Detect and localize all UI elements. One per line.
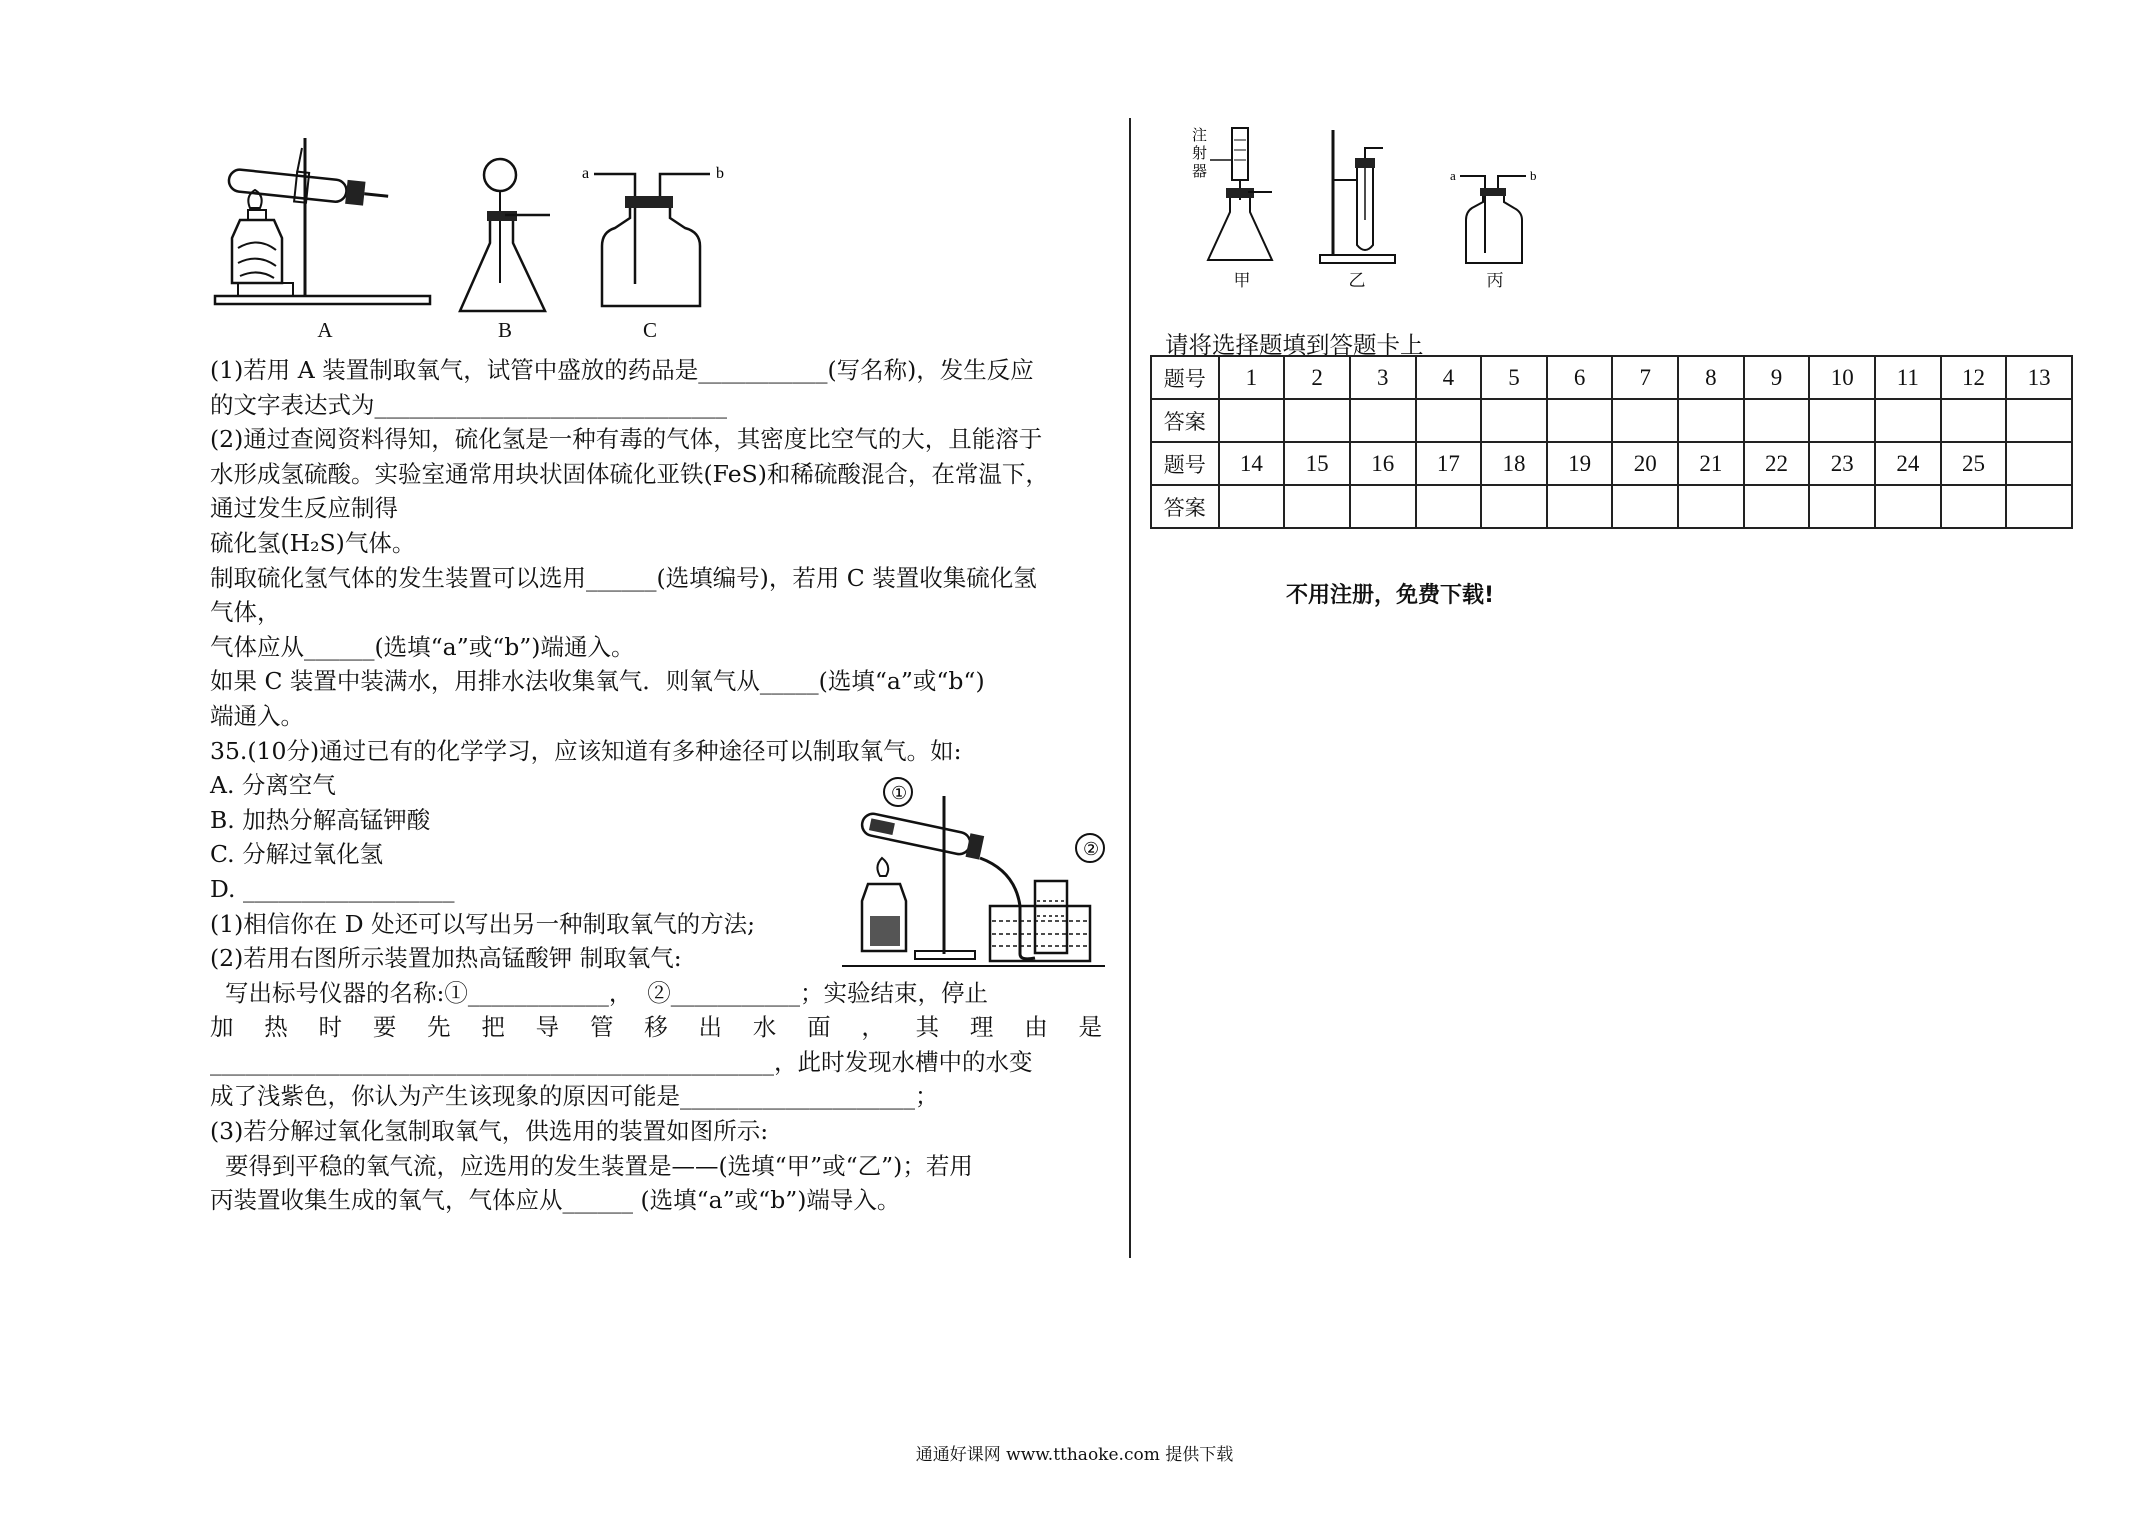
answer-cell[interactable]: [1284, 485, 1350, 528]
text-line: 如果 C 装置中装满水，用排水法收集氧气．则氧气从_____(选填“a”或“b“): [210, 667, 985, 696]
question-number: 24: [1875, 442, 1941, 485]
figure-label-c: C: [642, 318, 657, 342]
figure-label-jia: 甲: [1233, 271, 1251, 290]
question-number: 7: [1612, 356, 1678, 399]
question-number: 8: [1678, 356, 1744, 399]
question-number: 14: [1219, 442, 1285, 485]
row-header-answer: 答案: [1151, 485, 1219, 528]
answer-cell[interactable]: [1284, 399, 1350, 442]
answer-cell[interactable]: [1941, 485, 2007, 528]
text-line: 气体应从______(选填“a”或“b”)端通入。: [210, 632, 635, 661]
table-row: [1151, 442, 2072, 485]
question-number: [2006, 442, 2072, 485]
question-text: [210, 353, 1102, 1218]
row-header-answer: 答案: [1151, 399, 1219, 442]
port-b-label: b: [716, 166, 724, 182]
mark-1-label: ①: [891, 783, 908, 804]
answer-cell[interactable]: [1547, 399, 1613, 442]
right-column: [1150, 108, 2080, 1208]
text-line: 水形成氢硫酸。实验室通常用块状固体硫化亚铁(FeS)和稀硫酸混合，在常温下，: [210, 459, 1049, 488]
question-number: 13: [2006, 356, 2072, 399]
text-line: 要得到平稳的氧气流，应选用的发生装置是——(选填“甲”或“乙”)；若用: [210, 1151, 973, 1180]
port-a-label: a: [582, 166, 590, 182]
figure-label-a: A: [317, 318, 333, 342]
question-number: 23: [1809, 442, 1875, 485]
question-number: 16: [1350, 442, 1416, 485]
apparatus-bing-figure: [1450, 168, 1540, 268]
text-line: 的文字表达式为______________________________: [210, 390, 727, 419]
answer-cell[interactable]: [1481, 485, 1547, 528]
row-header-question: 题号: [1151, 356, 1219, 399]
port-b-label-bing: b: [1530, 168, 1537, 183]
question-number: 21: [1678, 442, 1744, 485]
syringe-label-2: 射: [1192, 144, 1208, 162]
figure-label-b: B: [497, 318, 512, 342]
question-number: 9: [1744, 356, 1810, 399]
question-number: 5: [1481, 356, 1547, 399]
answer-cell[interactable]: [1350, 399, 1416, 442]
answer-cell[interactable]: [1612, 485, 1678, 528]
apparatus-c-figure: [580, 166, 730, 316]
text-line: 硫化氢(H₂S)气体。: [210, 528, 416, 557]
question-number: 1: [1219, 356, 1285, 399]
answer-cell[interactable]: [1875, 485, 1941, 528]
answer-cell[interactable]: [1678, 485, 1744, 528]
option-d: D. __________________: [210, 874, 455, 903]
question-number: 22: [1744, 442, 1810, 485]
column-divider: [1129, 118, 1131, 1258]
answer-cell[interactable]: [1219, 485, 1285, 528]
left-column: [210, 108, 1102, 1258]
answer-cell[interactable]: [1416, 485, 1482, 528]
answer-cell[interactable]: [1744, 399, 1810, 442]
text-line: 气体，: [210, 598, 281, 627]
figure-label-bing: 丙: [1486, 271, 1504, 290]
apparatus-a-figure: [210, 138, 440, 318]
apparatus-yi-figure: [1315, 130, 1405, 268]
answer-cell[interactable]: [2006, 399, 2072, 442]
question-number: 11: [1875, 356, 1941, 399]
text-line: 写出标号仪器的名称:①____________， ②___________；实验结束，停止: [210, 978, 989, 1007]
table-row: [1151, 485, 2072, 528]
text-line: 丙装置收集生成的氧气，气体应从______ (选填“a”或“b”)端导入。: [210, 1186, 901, 1215]
mark-2-label: ②: [1083, 839, 1100, 860]
answer-card-title: 请将选择题填到答题卡上: [1165, 331, 1424, 359]
text-line: ________________________________________________，此时发现水槽中的水变: [210, 1047, 1033, 1076]
text-line: 通过发生反应制得: [210, 494, 398, 523]
text-line: 成了浅紫色，你认为产生该现象的原因可能是____________________；: [210, 1082, 939, 1111]
question-number: 6: [1547, 356, 1613, 399]
question-number: 20: [1612, 442, 1678, 485]
answer-cell[interactable]: [2006, 485, 2072, 528]
text-line: 加热时要先把导管移出水面，其理由是: [210, 1013, 1102, 1042]
question-number: 10: [1809, 356, 1875, 399]
figure-label-yi: 乙: [1348, 271, 1366, 290]
question-number: 12: [1941, 356, 2007, 399]
answer-cell[interactable]: [1481, 399, 1547, 442]
text-line: 端通入。: [210, 701, 304, 730]
text-line: (2)通过查阅资料得知，硫化氢是一种有毒的气体，其密度比空气的大，且能溶于: [210, 425, 1043, 454]
text-line: 制取硫化氢气体的发生装置可以选用______(选填编号)，若用 C 装置收集硫化氢: [210, 563, 1037, 592]
text-line: (1)相信你在 D 处还可以写出另一种制取氧气的方法;: [210, 909, 755, 938]
table-row: [1151, 399, 2072, 442]
syringe-label-3: 器: [1192, 162, 1208, 180]
option-b: B. 加热分解高锰钾酸: [210, 805, 431, 834]
answer-cell[interactable]: [1612, 399, 1678, 442]
port-a-label-bing: a: [1450, 168, 1456, 183]
question-number: 4: [1416, 356, 1482, 399]
question-number: 17: [1416, 442, 1482, 485]
question-35-heading: 35.(10分)通过已有的化学学习，应该知道有多种途径可以制取氧气。如:: [210, 736, 962, 765]
answer-cell[interactable]: [1809, 485, 1875, 528]
question-number: 2: [1284, 356, 1350, 399]
table-row: [1151, 356, 2072, 399]
answer-cell[interactable]: [1678, 399, 1744, 442]
promo-text: 不用注册，免费下载!: [1286, 583, 1495, 608]
apparatus-b-figure: [455, 153, 565, 318]
question-number: 18: [1481, 442, 1547, 485]
question-number: 15: [1284, 442, 1350, 485]
question-number: 25: [1941, 442, 2007, 485]
text-line: (1)若用 A 装置制取氧气，试管中盛放的药品是___________(写名称)，发生反应: [210, 356, 1034, 384]
question-number: 3: [1350, 356, 1416, 399]
answer-cell[interactable]: [1547, 485, 1613, 528]
answer-cell[interactable]: [1219, 399, 1285, 442]
answer-card-table: [1150, 355, 2073, 529]
text-line: (2)若用右图所示装置加热高锰酸钾 制取氧气:: [210, 944, 682, 973]
answer-cell[interactable]: [1809, 399, 1875, 442]
answer-cell[interactable]: [1350, 485, 1416, 528]
row-header-question: 题号: [1151, 442, 1219, 485]
question-number: 19: [1547, 442, 1613, 485]
page-footer: 通通好课网 www.tthaoke.com 提供下载: [915, 1445, 1234, 1465]
option-a: A. 分离空气: [210, 771, 336, 800]
option-c: C. 分解过氧化氢: [210, 840, 384, 869]
syringe-label-1: 注: [1192, 126, 1208, 144]
answer-cell[interactable]: [1744, 485, 1810, 528]
text-line: (3)若分解过氧化氢制取氧气，供选用的装置如图所示:: [210, 1117, 769, 1146]
answer-cell[interactable]: [1875, 399, 1941, 442]
apparatus-jia-figure: [1190, 120, 1300, 275]
answer-cell[interactable]: [1941, 399, 2007, 442]
answer-cell[interactable]: [1416, 399, 1482, 442]
